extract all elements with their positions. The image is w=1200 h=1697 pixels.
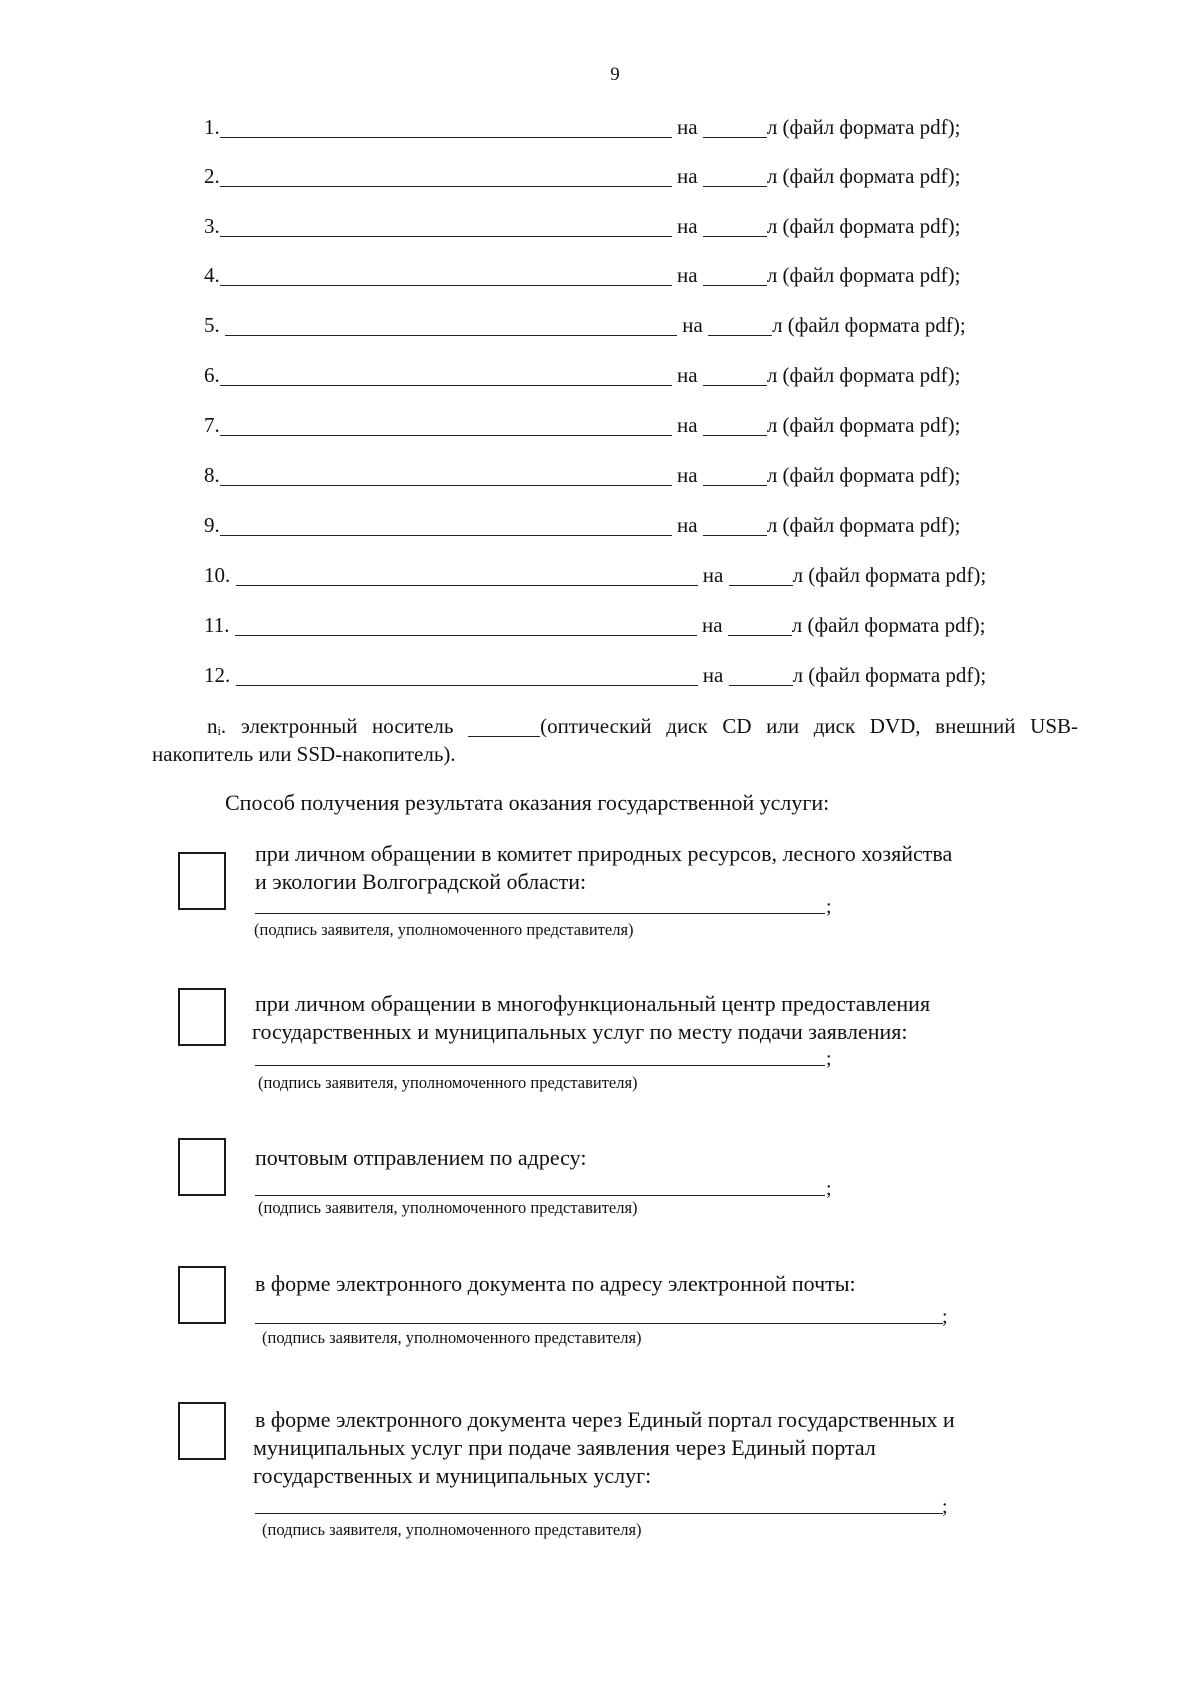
file-name-blank[interactable]: [220, 513, 672, 536]
file-name-blank[interactable]: [220, 164, 672, 187]
na-label: на: [677, 413, 698, 437]
row-number: 1.: [204, 115, 220, 139]
sheet-count-blank[interactable]: [703, 463, 767, 486]
na-label: на: [702, 663, 724, 687]
signature-line[interactable]: [255, 1322, 943, 1324]
signature-caption: (подпись заявителя, уполномоченного представителя): [258, 1198, 638, 1217]
file-row: [204, 310, 966, 340]
na-label: на: [677, 363, 698, 387]
file-name-blank[interactable]: [220, 463, 672, 486]
signature-semicolon: ;: [942, 1306, 948, 1328]
row-suffix: л (файл формата pdf);: [766, 463, 961, 487]
option-text-post: [255, 1144, 586, 1172]
option-line: в форме электронного документа через Единый портал государственных и: [255, 1407, 955, 1432]
file-name-blank[interactable]: [225, 313, 677, 336]
signature-line[interactable]: [255, 1194, 825, 1196]
na-label: на: [702, 563, 724, 587]
option-line: государственных и муниципальных услуг по месту подачи заявления:: [252, 1019, 908, 1044]
row-number: 3.: [204, 214, 220, 238]
row-number: 2.: [204, 164, 220, 188]
row-number: 10.: [204, 563, 231, 587]
row-suffix: л (файл формата pdf);: [766, 164, 961, 188]
option-text-portal: [255, 1406, 955, 1490]
signature-line[interactable]: [255, 1064, 825, 1066]
sheet-count-blank[interactable]: [729, 563, 793, 586]
option-checkbox-mfc[interactable]: [178, 988, 226, 1046]
row-suffix: л (файл формата pdf);: [772, 313, 966, 337]
sheet-count-blank[interactable]: [703, 263, 767, 286]
row-suffix: л (файл формата pdf);: [766, 115, 961, 139]
sheet-count-blank[interactable]: [703, 164, 767, 187]
file-name-blank[interactable]: [235, 613, 697, 636]
sheet-count-blank[interactable]: [729, 663, 793, 686]
electronic-media-paragraph: [152, 712, 1078, 768]
signature-semicolon: ;: [826, 1178, 832, 1200]
file-row: [204, 460, 960, 490]
sheet-count-blank[interactable]: [728, 613, 792, 636]
row-suffix: л (файл формата pdf);: [792, 663, 987, 687]
signature-semicolon: ;: [826, 1048, 832, 1070]
row-number: 12.: [204, 663, 231, 687]
sheet-count-blank[interactable]: [703, 363, 767, 386]
row-suffix: л (файл формата pdf);: [766, 513, 961, 537]
file-row: [204, 211, 960, 241]
file-row: [204, 510, 960, 540]
na-label: на: [677, 164, 698, 188]
file-name-blank[interactable]: [220, 214, 672, 237]
option-checkbox-committee[interactable]: [178, 852, 226, 910]
file-row: [204, 112, 960, 142]
file-name-blank[interactable]: [236, 663, 698, 686]
option-line: муниципальных услуг при подаче заявления через Единый портал: [253, 1435, 876, 1460]
sheet-count-blank[interactable]: [703, 413, 767, 436]
media-continuation: накопитель или SSD-накопитель).: [152, 742, 456, 766]
na-label: на: [677, 263, 698, 287]
page-number: 9: [610, 64, 620, 85]
file-row: [204, 560, 986, 590]
file-row: [204, 410, 960, 440]
media-prefix: nᵢ. электронный носитель: [207, 714, 454, 738]
option-line: при личном обращении в многофункциональный центр предоставления: [255, 991, 931, 1016]
na-label: на: [677, 513, 698, 537]
media-count-blank[interactable]: [468, 716, 540, 737]
signature-line[interactable]: [255, 912, 825, 914]
na-label: на: [677, 115, 698, 139]
sheet-count-blank[interactable]: [703, 513, 767, 536]
signature-caption: (подпись заявителя, уполномоченного представителя): [262, 1328, 642, 1347]
row-suffix: л (файл формата pdf);: [766, 413, 961, 437]
na-label: на: [677, 463, 698, 487]
signature-semicolon: ;: [826, 896, 832, 918]
signature-caption: (подпись заявителя, уполномоченного представителя): [262, 1520, 642, 1539]
file-row: [204, 161, 960, 191]
option-line: почтовым отправлением по адресу:: [255, 1145, 587, 1170]
row-number: 11.: [204, 613, 230, 637]
option-checkbox-post[interactable]: [178, 1138, 226, 1196]
row-suffix: л (файл формата pdf);: [792, 563, 987, 587]
file-name-blank[interactable]: [236, 563, 698, 586]
option-line: и экологии Волгоградской области:: [255, 869, 587, 894]
option-checkbox-portal[interactable]: [178, 1402, 226, 1460]
file-name-blank[interactable]: [220, 263, 672, 286]
option-text-committee: [255, 840, 952, 896]
signature-caption: (подпись заявителя, уполномоченного представителя): [258, 1073, 638, 1092]
row-number: 9.: [204, 513, 220, 537]
row-suffix: л (файл формата pdf);: [766, 363, 961, 387]
file-row: [204, 260, 960, 290]
option-line: при личном обращении в комитет природных ресурсов, лесного хозяйства: [255, 841, 953, 866]
file-name-blank[interactable]: [220, 413, 672, 436]
file-name-blank[interactable]: [220, 115, 672, 138]
option-line: государственных и муниципальных услуг:: [253, 1463, 652, 1488]
signature-semicolon: ;: [942, 1496, 948, 1518]
media-suffix: (оптический диск CD или диск DVD, внешний USB-: [540, 714, 1078, 738]
option-line: в форме электронного документа по адресу электронной почты:: [255, 1271, 856, 1296]
na-label: на: [682, 313, 703, 337]
option-text-email: [255, 1270, 856, 1298]
na-label: на: [701, 613, 723, 637]
file-row: [204, 360, 960, 390]
sheet-count-blank[interactable]: [703, 214, 767, 237]
media-first-line: [152, 712, 1078, 740]
row-number: 8.: [204, 463, 220, 487]
option-text-mfc: [252, 990, 931, 1046]
signature-line[interactable]: [255, 1512, 943, 1514]
file-name-blank[interactable]: [220, 363, 672, 386]
row-number: 7.: [204, 413, 220, 437]
row-number: 4.: [204, 263, 220, 287]
method-heading: Способ получения результата оказания государственной услуги:: [225, 790, 830, 815]
sheet-count-blank[interactable]: [703, 115, 767, 138]
row-suffix: л (файл формата pdf);: [791, 613, 986, 637]
row-number: 6.: [204, 363, 220, 387]
row-suffix: л (файл формата pdf);: [766, 263, 961, 287]
signature-caption: (подпись заявителя, уполномоченного представителя): [254, 920, 634, 939]
row-suffix: л (файл формата pdf);: [766, 214, 961, 238]
option-checkbox-email[interactable]: [178, 1266, 226, 1324]
file-row: [204, 610, 985, 640]
na-label: на: [677, 214, 698, 238]
row-number: 5.: [204, 313, 220, 337]
file-row: [204, 660, 986, 690]
sheet-count-blank[interactable]: [708, 313, 772, 336]
